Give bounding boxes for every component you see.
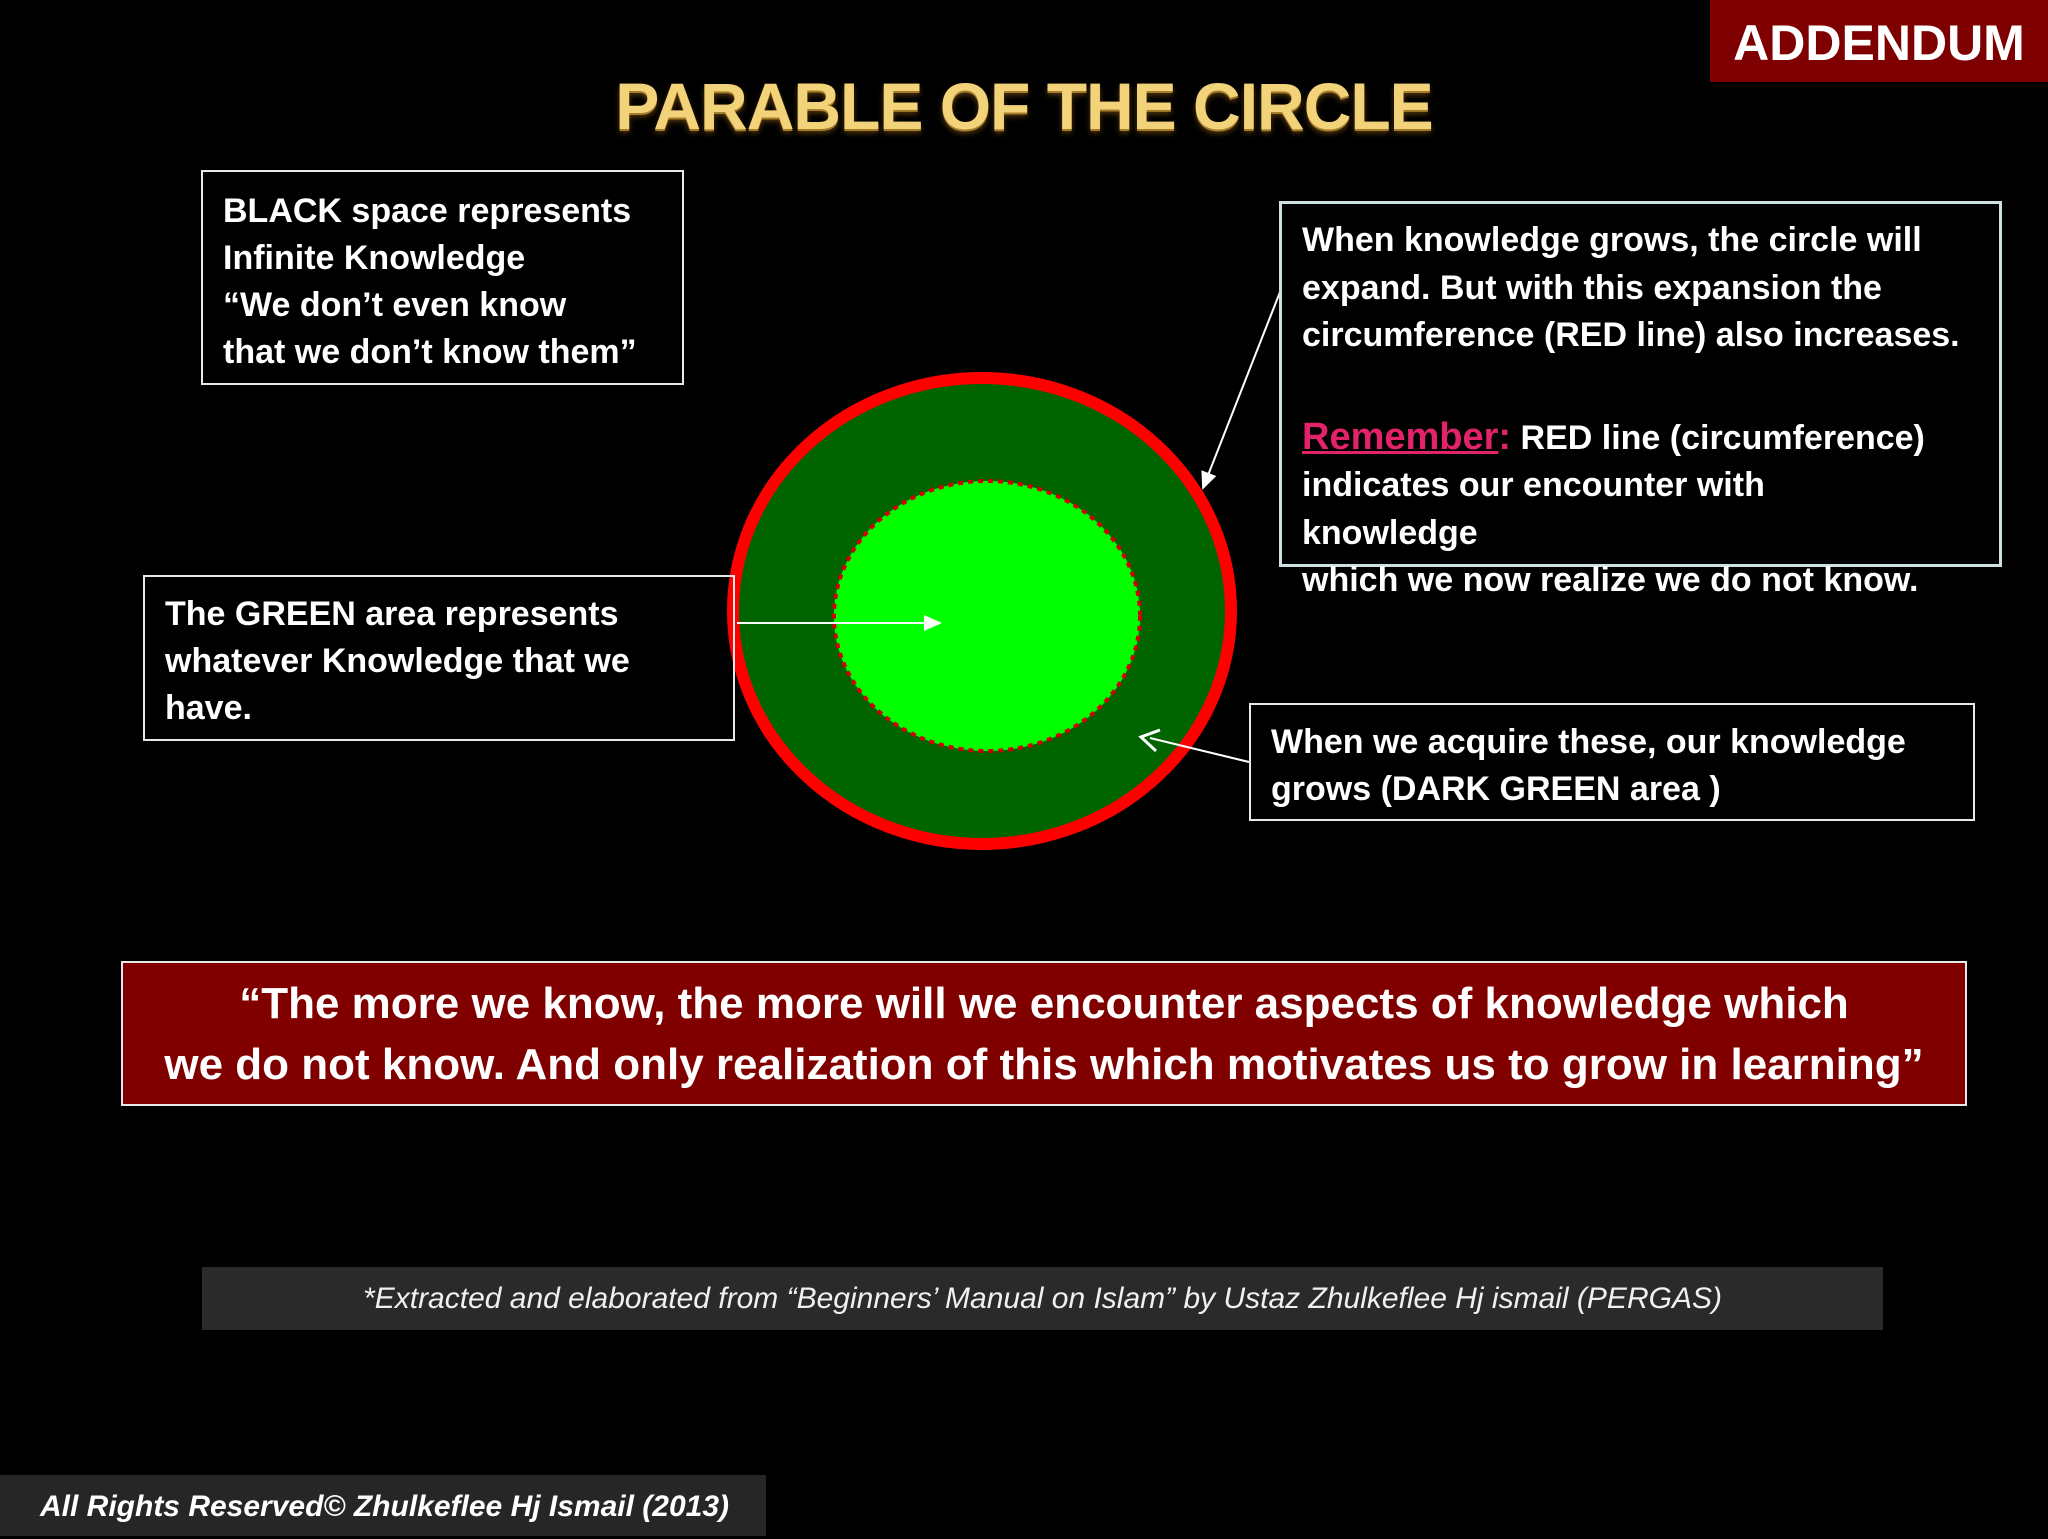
remember-line [1302, 414, 2022, 463]
remember-label: Remember [1302, 415, 1499, 458]
dark-green-note [1249, 703, 1975, 821]
note-line: circumference (RED line) also increases. [1302, 316, 1960, 354]
note-line: “We don’t even know [223, 286, 567, 324]
note-line: grows (DARK GREEN area ) [1271, 770, 1721, 808]
black-space-note [201, 170, 684, 385]
remember-colon: : [1498, 415, 1512, 458]
note-line: indicates our encounter with [1302, 466, 1765, 504]
note-line: which we now realize we do not know. [1302, 561, 1919, 599]
note-line: When we acquire these, our knowledge [1271, 723, 1906, 761]
quote-banner [121, 961, 1967, 1106]
quote-line: we do not know. And only realization of this which motivates us to grow in learning” [164, 1040, 1924, 1089]
note-line: whatever Knowledge that we [165, 642, 630, 680]
note-line: When knowledge grows, the circle will [1302, 221, 1922, 259]
note-spacer [1302, 360, 2022, 414]
green-area-note [143, 575, 735, 741]
note-line: BLACK space represents [223, 192, 632, 230]
remember-text: RED line (circumference) [1511, 418, 1925, 457]
note-line: Infinite Knowledge [223, 239, 526, 277]
source-citation: *Extracted and elaborated from “Beginners’ Manual on Islam” by Ustaz Zhulkeflee Hj ismail (PERGAS) [202, 1267, 1883, 1330]
circumference-note [1302, 217, 2022, 605]
arrow-circumference [1203, 292, 1280, 488]
note-line: that we don’t know them” [223, 333, 637, 371]
quote-line: “The more we know, the more will we encounter aspects of knowledge which [239, 979, 1849, 1028]
copyright-footer: All Rights Reserved© Zhulkeflee Hj Ismail (2013) [0, 1475, 766, 1536]
inner-green-area [834, 481, 1140, 751]
addendum-badge: ADDENDUM [1710, 0, 2048, 82]
note-line: have. [165, 689, 252, 727]
note-line: expand. But with this expansion the [1302, 268, 1882, 307]
note-line: The GREEN area represents [165, 595, 619, 633]
page-title: PARABLE OF THE CIRCLE [615, 69, 1433, 143]
note-line: knowledge [1302, 513, 1478, 552]
